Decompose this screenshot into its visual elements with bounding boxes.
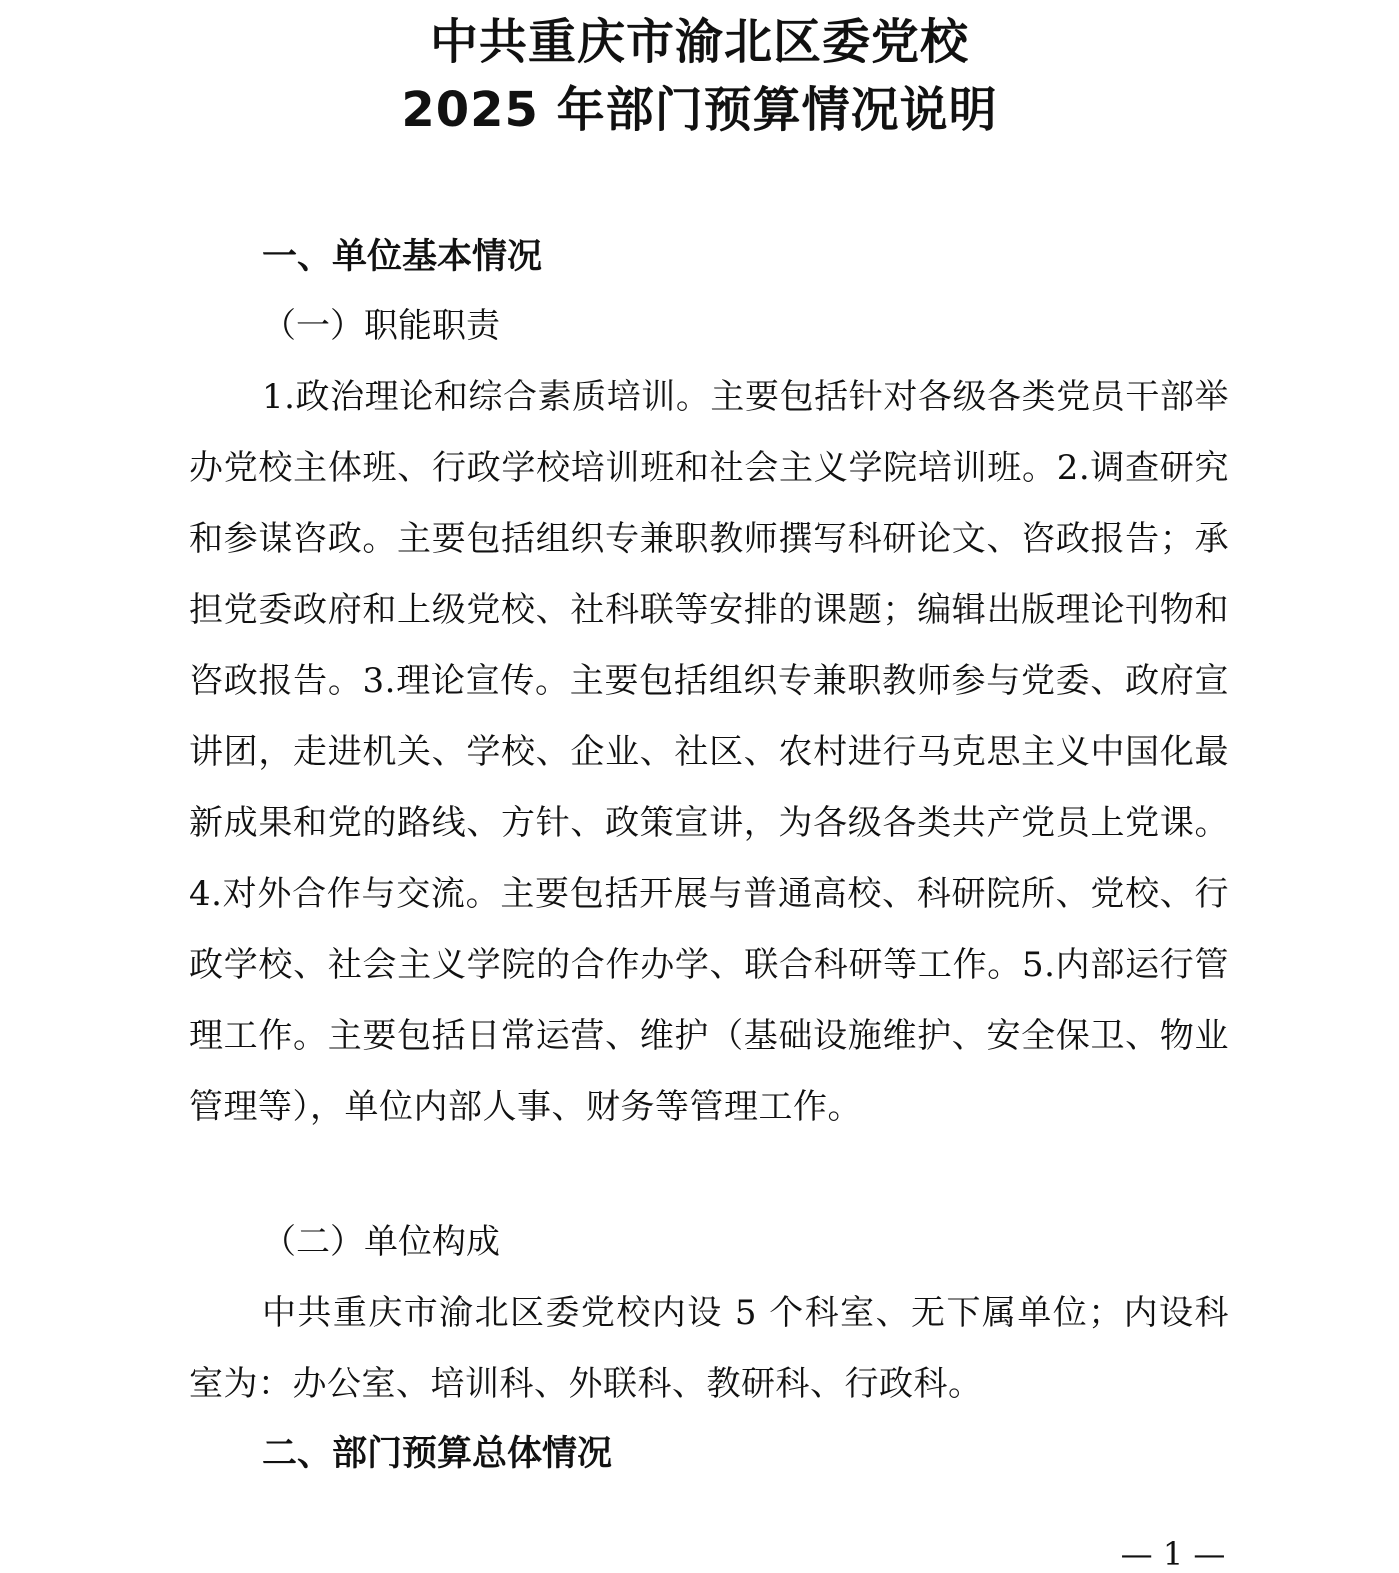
- page-number: — 1 —: [1120, 1535, 1226, 1573]
- subsection-heading-composition: （二）单位构成: [262, 1222, 500, 1262]
- document-subtitle: 2025 年部门预算情况说明: [401, 82, 998, 138]
- duties-paragraph: 1.政治理论和综合素质培训。主要包括针对各级各类党员干部举办党校主体班、行政学校培训班和社会主义学院培训班。2.调查研究和参谋咨政。主要包括组织专兼职教师撰写科研论文、咨政报告；承担党委政府和上级党校、社科联等安排的课题；编辑出版理论刊物和咨政报告。3.理论宣传。主要包括组织专兼职教师参与党委、政府宣讲团，走进机关、学校、企业、社区、农村进行马克思主义中国化最新成果和党的路线、方针、政策宣讲，为各级各类共产党员上党课。4.对外合作与交流。主要包括开展与普通高校、科研院所、党校、行政学校、社会主义学院的合作办学、联合科研等工作。5.内部运行管理工作。主要包括日常运营、维护（基础设施维护、安全保卫、物业管理等），单位内部人事、财务等管理工作。: [189, 377, 1229, 1127]
- section-heading-basic-info: 一、单位基本情况: [262, 237, 543, 277]
- subsection-heading-duties: （一）职能职责: [262, 306, 500, 346]
- document-title: 中共重庆市渝北区委党校: [429, 14, 969, 70]
- section-heading-budget-overview: 二、部门预算总体情况: [262, 1434, 613, 1474]
- composition-paragraph: 中共重庆市渝北区委党校内设 5 个科室、无下属单位；内设科室为：办公室、培训科、外联科、教研科、行政科。: [189, 1293, 1229, 1404]
